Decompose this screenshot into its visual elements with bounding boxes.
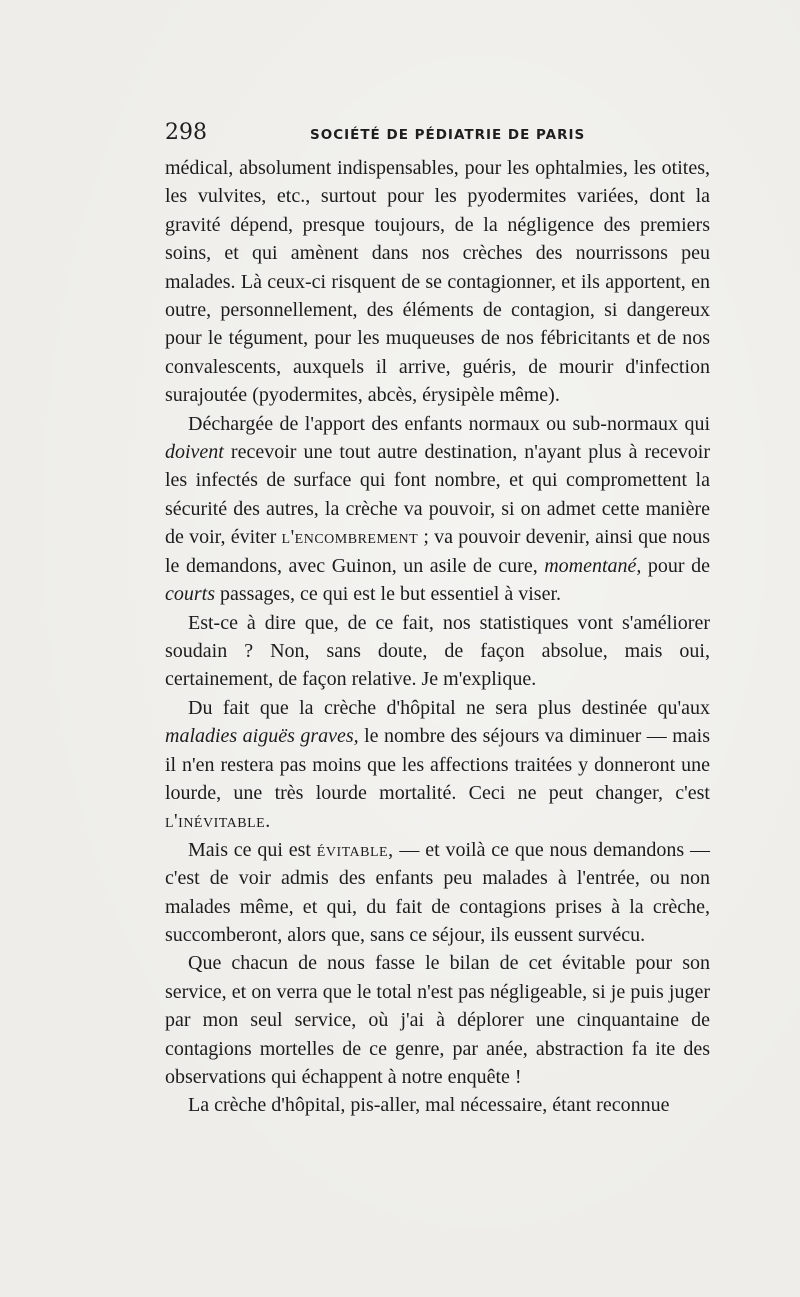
paragraph-6 bbox=[165, 949, 710, 1091]
page-number: 298 bbox=[165, 120, 207, 145]
paragraph-1-text: médical, absolument indispensables, pour les ophtalmies, les otites, les vulvites, etc., surtout pour les pyodermites variées, dont la gravité dépend, presque toujours, de la négligence des premiers soins, et qui amènent dans nos crèches des nourrissons peu malades. Là ceux-ci risquent de se contagionner, et ils apportent, en outre, personnellement, des éléments de contagion, si dangereux pour le tégument, pour les muqueuses de nos fébricitants et de nos convalescents, auxquels il arrive, guéris, de mourir d'infection surajoutée (pyodermites, abcès, érysipèle même). bbox=[165, 157, 710, 407]
body-text bbox=[165, 154, 710, 1120]
paragraph-5-text-a: Mais ce qui est bbox=[188, 838, 317, 861]
paragraph-1 bbox=[165, 154, 710, 410]
smallcaps-inevitable: l'inévitable. bbox=[165, 810, 271, 833]
paragraph-2 bbox=[165, 410, 710, 609]
italic-courts: courts bbox=[165, 583, 215, 606]
smallcaps-encombrement: l'encombrement bbox=[281, 526, 419, 549]
paragraph-5 bbox=[165, 836, 710, 950]
paragraph-2-text-a: Déchargée de l'apport des enfants normaux ou sub-normaux qui bbox=[188, 412, 710, 435]
running-title: SOCIÉTÉ DE PÉDIATRIE DE PARIS bbox=[310, 127, 586, 143]
paragraph-7-text: La crèche d'hôpital, pis-aller, mal nécessaire, étant reconnue bbox=[188, 1094, 670, 1117]
paragraph-7 bbox=[165, 1091, 710, 1119]
paragraph-3-text: Est-ce à dire que, de ce fait, nos statistiques vont s'améliorer soudain ? Non, sans doute, de façon absolue, mais oui, certainement, de façon relative. Je m'explique. bbox=[165, 611, 710, 691]
paragraph-6-text: Que chacun de nous fasse le bilan de cet évitable pour son service, et on verra que le total n'est pas négligeable, si je puis juger par mon seul service, où j'ai à déplorer une cinquantaine de contagions mortelles de ce genre, par anée, abstraction fa ite des observations qui échappent à notre enquête ! bbox=[165, 952, 710, 1088]
paragraph-2-text-i: passages, ce qui est le but essentiel à viser. bbox=[215, 583, 562, 606]
smallcaps-evitable: évitable, bbox=[316, 838, 394, 861]
paragraph-2-text-e: ; va pouvoir devenir, ainsi que nous le demandons, avec Guinon, un asile de cure, bbox=[165, 526, 710, 577]
italic-momentane: momentané, bbox=[544, 554, 642, 577]
page-header bbox=[165, 120, 710, 150]
paragraph-5-text-c: — et voilà ce que nous demandons — c'est de voir admis des enfants peu malades à l'entrée, ou non malades même, et qui, du fait de contagions prises à la crèche, succomberont, alors que, sans ce séjour, ils eussent survécu. bbox=[165, 838, 711, 946]
italic-maladies-aigues-graves: maladies aiguës graves, bbox=[165, 725, 359, 748]
italic-doivent: doivent bbox=[165, 441, 224, 464]
paragraph-2-text-g: pour de bbox=[641, 554, 710, 577]
paragraph-2-text-c: recevoir une tout autre destination, n'ayant plus à recevoir les infectés de surface qui font nombre, et qui compromettent la sécurité des autres, la crèche va pouvoir, si on admet cette manière de voir, éviter bbox=[165, 441, 710, 549]
paragraph-4-text-c: le nombre des séjours va diminuer — mais il n'en restera pas moins que les affections traitées y donneront une lourde, une très lourde mortalité. Ceci ne peut changer, c'est bbox=[165, 725, 710, 804]
paragraph-4-text-a: Du fait que la crèche d'hôpital ne sera plus destinée qu'aux bbox=[188, 696, 710, 719]
paragraph-4 bbox=[165, 694, 710, 836]
paragraph-3 bbox=[165, 609, 710, 694]
